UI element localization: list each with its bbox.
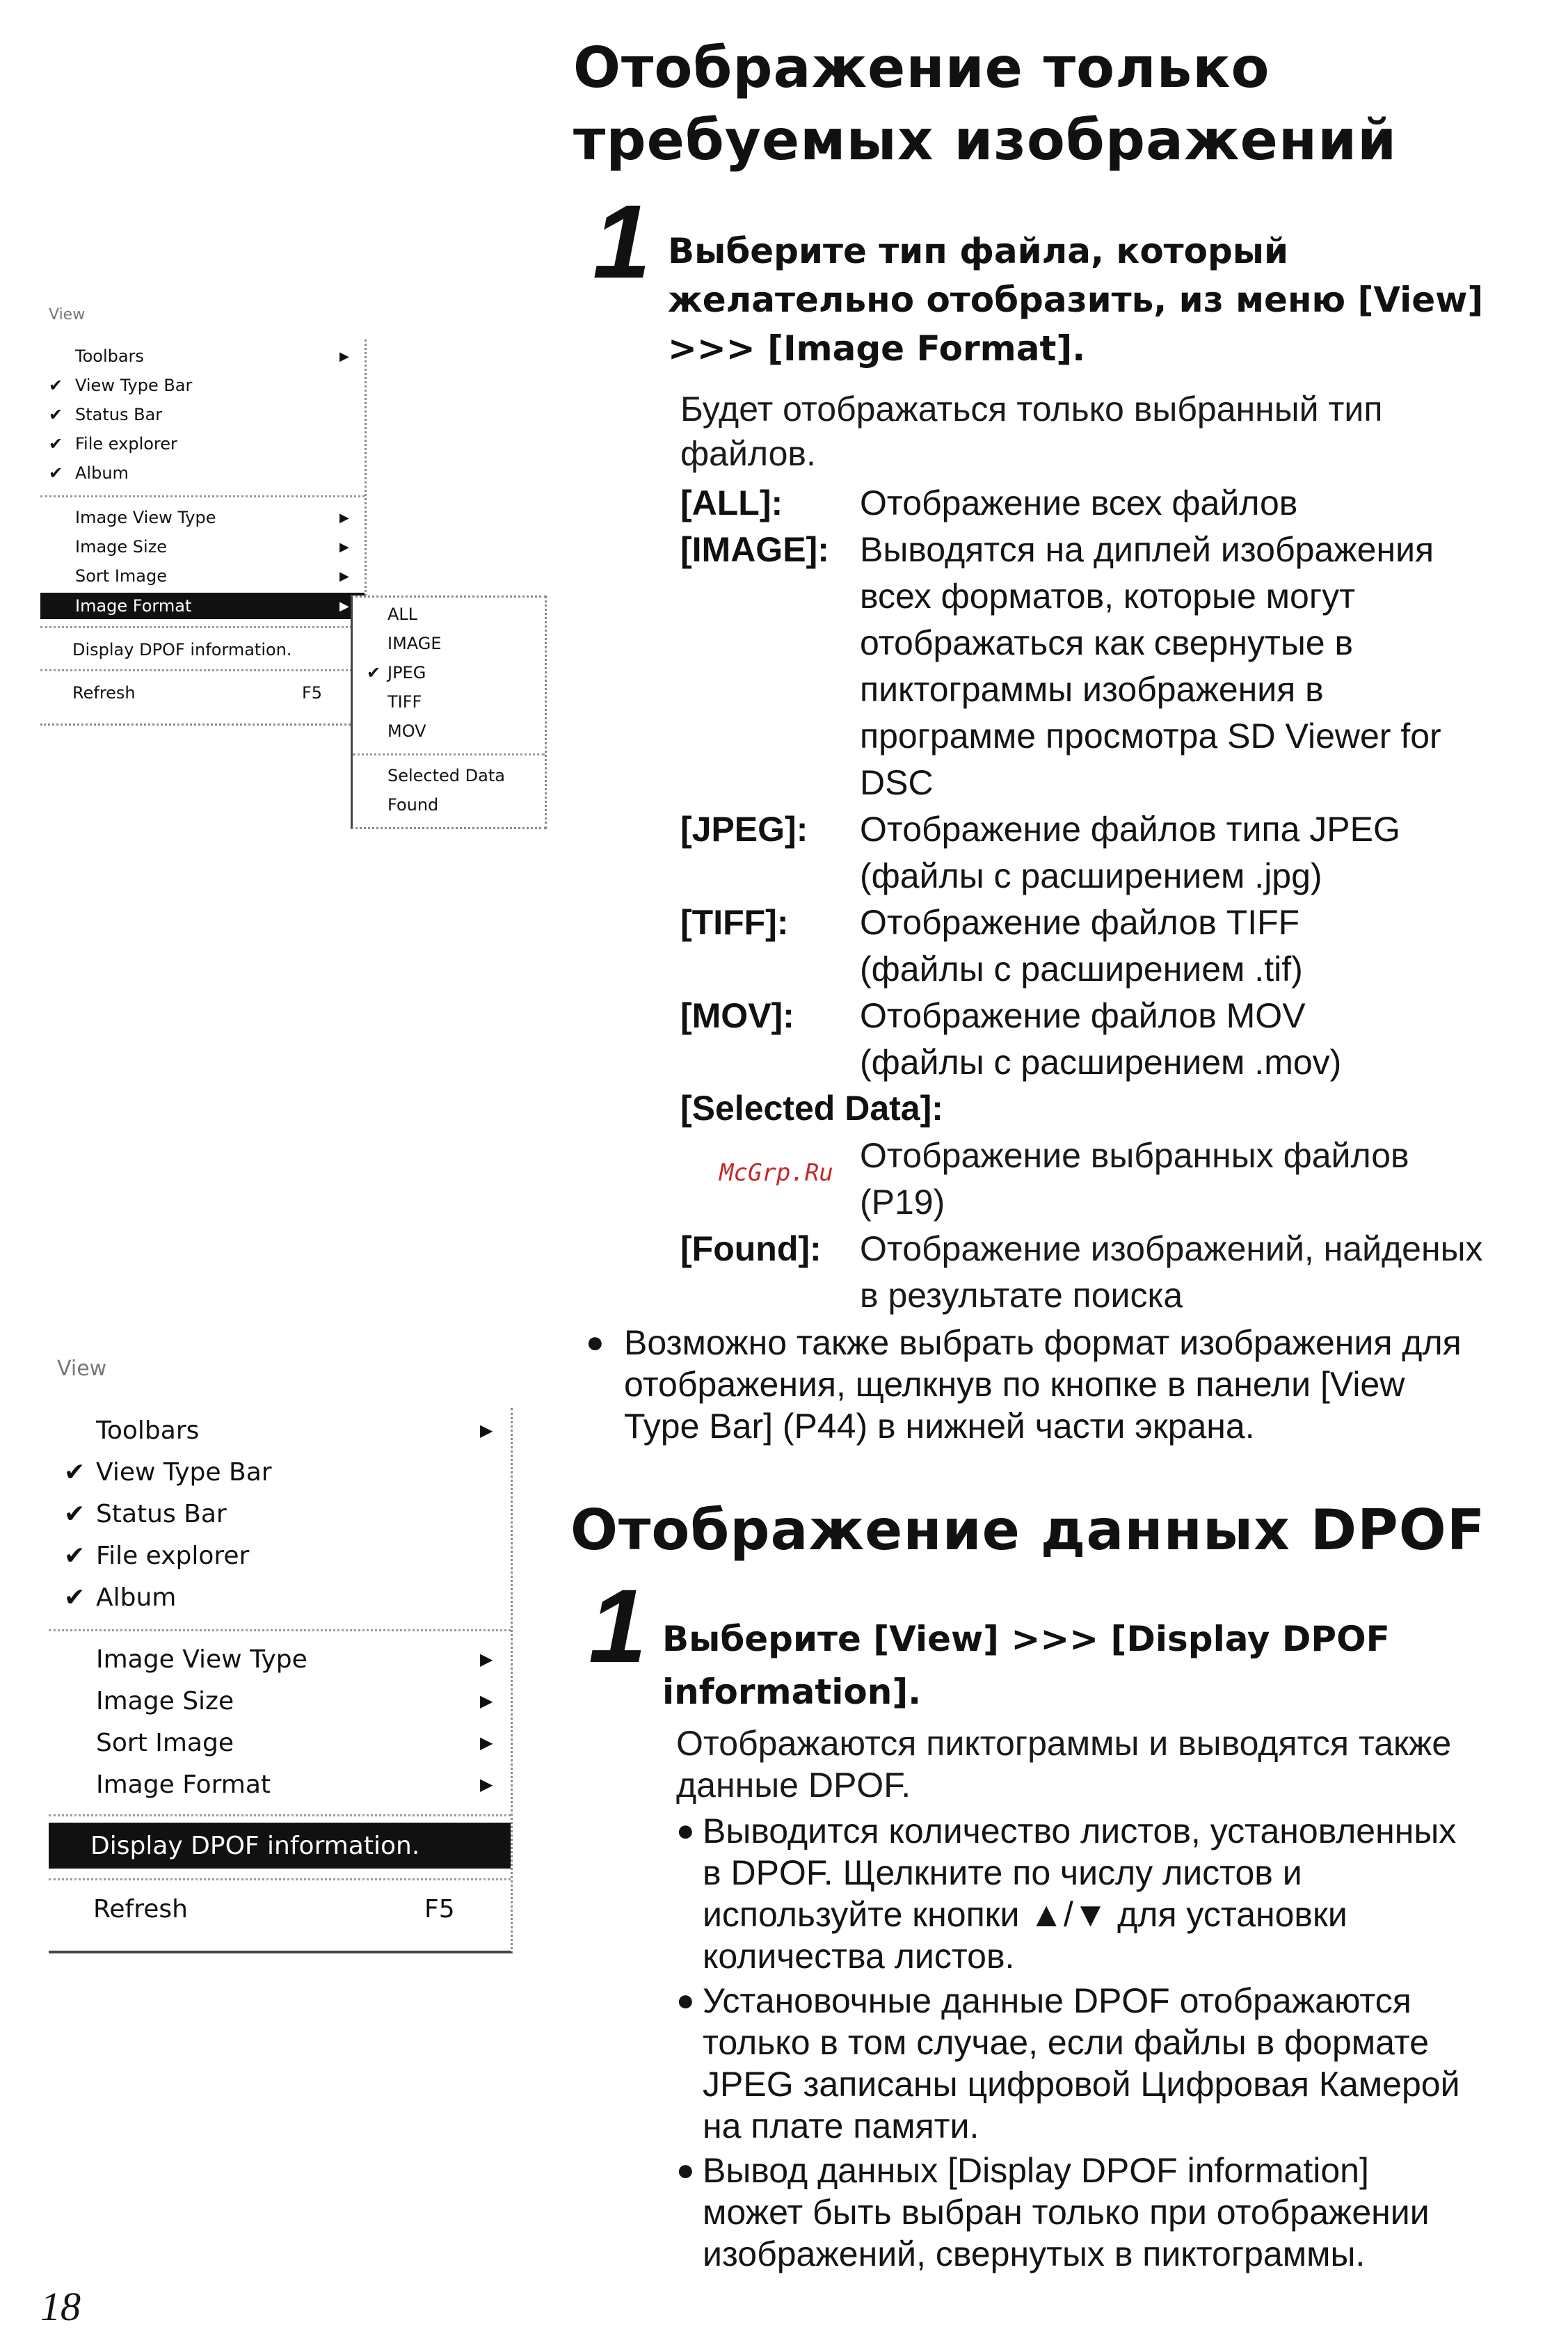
section2-bullet-item [676,2150,1460,2275]
menu-item-label: Toolbars [96,1416,200,1445]
submenu-arrow-icon: ▶ [339,349,349,364]
section1-step-line1: Выберите тип файла, который [668,231,1289,271]
definition-desc [860,899,1303,993]
definition-row [680,480,1441,527]
found-desc [860,1226,1483,1319]
menu-item-album[interactable] [40,461,365,486]
bullet-first-line [676,1980,1460,2022]
definition-desc [860,527,1441,806]
definition-desc-line: всех форматов, которые могут [860,577,1355,616]
menu-item-display-dpof[interactable] [40,637,365,662]
menu-item-label: Refresh [93,1894,188,1924]
definition-desc-line: Отображение файлов MOV [860,996,1306,1035]
definition-row [680,527,1441,806]
definition-row [680,993,1441,1086]
bullet-first-line [676,2150,1460,2191]
definition-desc-line: (файлы с расширением .mov) [860,1043,1342,1082]
menu-item-label: JPEG [387,663,426,682]
selected-data-desc-line2: (P19) [860,1183,945,1222]
definition-term: [TIFF]: [680,903,789,942]
menu-item-view-type-bar[interactable] [40,373,365,398]
definition-term: [JPEG]: [680,810,808,849]
section1-intro-line2: файлов. [680,434,816,473]
submenu-arrow-icon: ▶ [480,1775,493,1794]
submenu-arrow-icon: ▶ [339,568,349,584]
definition-desc-line: (файлы с расширением .tif) [860,950,1303,989]
definition-desc-line: (файлы с расширением .jpg) [860,856,1322,895]
submenu-arrow-icon: ▶ [339,598,349,614]
note-line2: отображения, щелкнув по кнопке в панели [View [624,1365,1405,1404]
image-format-submenu [351,595,547,829]
section2-bullets [676,1810,1460,2275]
definition-desc-line: Отображение всех файлов [860,483,1298,522]
menu-item-label: Sort Image [96,1728,234,1757]
section1-step-heading [668,227,1483,373]
section2-title: Отображение данных DPOF [570,1498,1486,1562]
definition-term: [MOV]: [680,996,794,1035]
definition-desc-line: программе просмотра SD Viewer for [860,717,1441,755]
menu-item-label: TIFF [387,692,422,712]
section1-title [573,32,1397,177]
definition-term: [IMAGE]: [680,530,829,569]
section2-step-heading [662,1613,1390,1718]
section1-intro-line1: Будет отображаться только выбранный тип [680,390,1383,429]
bullet-line: Установочные данные DPOF отображаются [703,1981,1411,2020]
bullet-dot: ● [676,1983,695,2017]
section1-note [586,1322,1462,1447]
menu-item-toolbars[interactable] [49,1411,511,1450]
checkmark-icon: ✔ [49,434,63,454]
section2-intro [676,1722,1451,1806]
bullet-line: на плате памяти. [703,2106,979,2145]
section1-step-line2: желательно отобразить, из меню [View] [668,280,1484,320]
checkmark-icon: ✔ [64,1457,86,1487]
menu-item-label: MOV [387,721,426,741]
bullet-line: используйте кнопки ▲/▼ для установки [703,1895,1347,1934]
section2-step-number: 1 [589,1567,647,1684]
menu-item-label: Status Bar [96,1499,227,1528]
submenu-arrow-icon: ▶ [480,1733,493,1752]
submenu-arrow-icon: ▶ [480,1649,493,1669]
menu-item-refresh[interactable] [49,1888,511,1930]
definition-desc-line: пиктограммы изображения в [860,670,1324,709]
menu-item-label: Album [96,1583,177,1612]
menu-item-label: Toolbars [75,346,144,366]
menu-item-sort-image[interactable] [49,1722,511,1763]
menu-item-label: Image View Type [96,1645,307,1674]
menu-item-album[interactable] [49,1578,511,1617]
definition-term: [ALL]: [680,483,783,522]
checkmark-icon: ✔ [49,405,63,424]
submenu-item-found[interactable] [353,792,545,817]
menu-item-image-view-type[interactable] [40,505,365,530]
menu-item-view-type-bar[interactable] [49,1453,511,1492]
menu-item-label: Status Bar [75,405,163,424]
menu-separator [49,1629,511,1631]
bullet-line: Вывод данных [Display DPOF information] [703,2151,1369,2190]
section2-step-line2: information]. [662,1672,922,1712]
definition-desc-line: Выводятся на диплей изображения [860,530,1434,569]
note-line3: Type Bar] (P44) в нижней части экрана. [624,1407,1255,1446]
menu-item-label: File explorer [75,434,177,454]
section1-intro [680,387,1382,476]
menu-separator [40,669,365,671]
selected-data-desc [860,1133,1409,1226]
menu-item-label: Image Format [75,596,192,616]
page-number: 18 [40,2284,81,2329]
menu-separator [49,1878,511,1880]
section1-title-line2: требуемых изображений [573,108,1398,173]
shortcut-label: F5 [424,1894,455,1924]
checkmark-icon: ✔ [49,463,63,483]
menu-item-label: Display DPOF information. [90,1831,420,1860]
checkmark-icon: ✔ [367,663,381,682]
menu-item-image-format[interactable] [49,1764,511,1805]
menu-item-sort-image[interactable] [40,563,365,589]
menu-item-label: Image Size [96,1686,234,1716]
submenu-item-all[interactable] [353,602,545,627]
menu-item-image-size[interactable] [40,534,365,559]
menu-item-label: Display DPOF information. [72,640,292,659]
submenu-item-tiff[interactable] [353,689,545,714]
section2-intro-line2: данные DPOF. [676,1766,911,1805]
submenu-arrow-icon: ▶ [339,539,349,554]
menu-item-label: Album [75,463,129,483]
bullet-line: изображений, свернутых в пиктограммы. [703,2234,1366,2273]
section1-step-line3: >>> [Image Format]. [668,328,1086,369]
menu-separator [40,495,365,497]
menu-item-label: File explorer [96,1541,250,1570]
menu-item-label: Refresh [72,683,136,703]
definition-desc-line: отображаться как свернутые в [860,623,1354,662]
selected-data-term: [Selected Data]: [680,1089,943,1128]
note-line1: Возможно также выбрать формат изображения для [624,1323,1462,1362]
definition-row [680,899,1441,993]
submenu-arrow-icon: ▶ [339,510,349,525]
definition-desc [860,480,1297,527]
submenu-arrow-icon: ▶ [480,1421,493,1440]
definition-desc [860,993,1341,1086]
menu-separator [353,753,545,755]
menu-item-refresh[interactable] [40,680,365,705]
menu-item-image-format[interactable] [40,593,365,619]
bullet-dot: ● [676,1814,695,1848]
submenu-item-mov[interactable] [353,719,545,744]
selected-data-desc-line1: Отображение выбранных файлов [860,1136,1409,1175]
checkmark-icon: ✔ [49,376,63,395]
menu-item-file-explorer[interactable] [49,1536,511,1575]
section2-bullet-item [676,1980,1460,2147]
menu-item-image-view-type[interactable] [49,1639,511,1679]
definition-desc [860,806,1400,899]
section1-step-number: 1 [593,183,651,300]
submenu-item-jpeg[interactable] [353,660,545,685]
menu-item-image-size[interactable] [49,1681,511,1721]
watermark: McGrp.Ru [719,1159,833,1187]
found-term: [Found]: [680,1229,822,1268]
menu-item-label: IMAGE [387,634,442,653]
definition-row [680,806,1441,899]
definition-desc-line: Отображение файлов TIFF [860,903,1300,942]
menu-separator [40,626,365,628]
menu-item-label: Image Format [96,1770,271,1799]
menu2-view-label[interactable]: View [57,1357,107,1381]
bullet-first-line [676,1810,1460,1852]
shortcut-label: F5 [302,683,323,703]
section2-intro-line1: Отображаются пиктограммы и выводятся также [676,1724,1452,1763]
menu-item-toolbars[interactable] [40,344,365,369]
definition-desc-line: Отображение файлов типа JPEG [860,810,1400,849]
menu-item-label: Found [387,795,439,815]
format-definitions [680,480,1441,1086]
menu-item-label: Sort Image [75,566,167,586]
submenu-arrow-icon: ▶ [480,1691,493,1711]
menu-item-status-bar[interactable] [49,1494,511,1533]
view-menu-small [40,339,367,726]
found-desc-line2: в результате поиска [860,1276,1183,1315]
menu-item-file-explorer[interactable] [40,431,365,456]
checkmark-icon: ✔ [64,1499,86,1528]
section2-step-line1: Выберите [View] >>> [Display DPOF [662,1619,1390,1659]
submenu-item-selected-data[interactable] [353,763,545,788]
menu-separator [49,1814,511,1816]
menu-item-display-dpof[interactable] [49,1823,511,1869]
found-desc-line1: Отображение изображений, найденых [860,1229,1483,1268]
bullet-line: в DPOF. Щелкните по числу листов и [703,1853,1302,1892]
bullet-line: только в том случае, если файлы в формате [703,2023,1430,2062]
submenu-item-image[interactable] [353,631,545,656]
bullet-dot: ● [676,2153,695,2187]
bullet-line: Выводится количество листов, установленных [703,1812,1457,1850]
menu-item-status-bar[interactable] [40,402,365,427]
menu-item-label: Image View Type [75,508,216,527]
menu1-view-label[interactable]: View [49,306,86,323]
bullet-line: JPEG записаны цифровой Цифровая Камерой [703,2065,1460,2104]
menu-item-label: Image Size [75,537,168,557]
menu-item-label: View Type Bar [75,376,193,395]
section1-title-line1: Отображение только [573,35,1270,100]
checkmark-icon: ✔ [64,1583,86,1612]
menu-item-label: ALL [387,605,418,624]
menu-item-label: View Type Bar [96,1457,272,1487]
bullet-line: количества листов. [703,1937,1015,1976]
section2-bullet-item [676,1810,1460,1977]
checkmark-icon: ✔ [64,1541,86,1570]
note-first-line [586,1322,1462,1364]
view-menu-large [49,1408,513,1953]
bullet-dot: ● [586,1325,605,1359]
bullet-line: может быть выбран только при отображении [703,2193,1430,2232]
definition-desc-line: DSC [860,763,934,802]
menu-item-label: Selected Data [387,766,505,785]
